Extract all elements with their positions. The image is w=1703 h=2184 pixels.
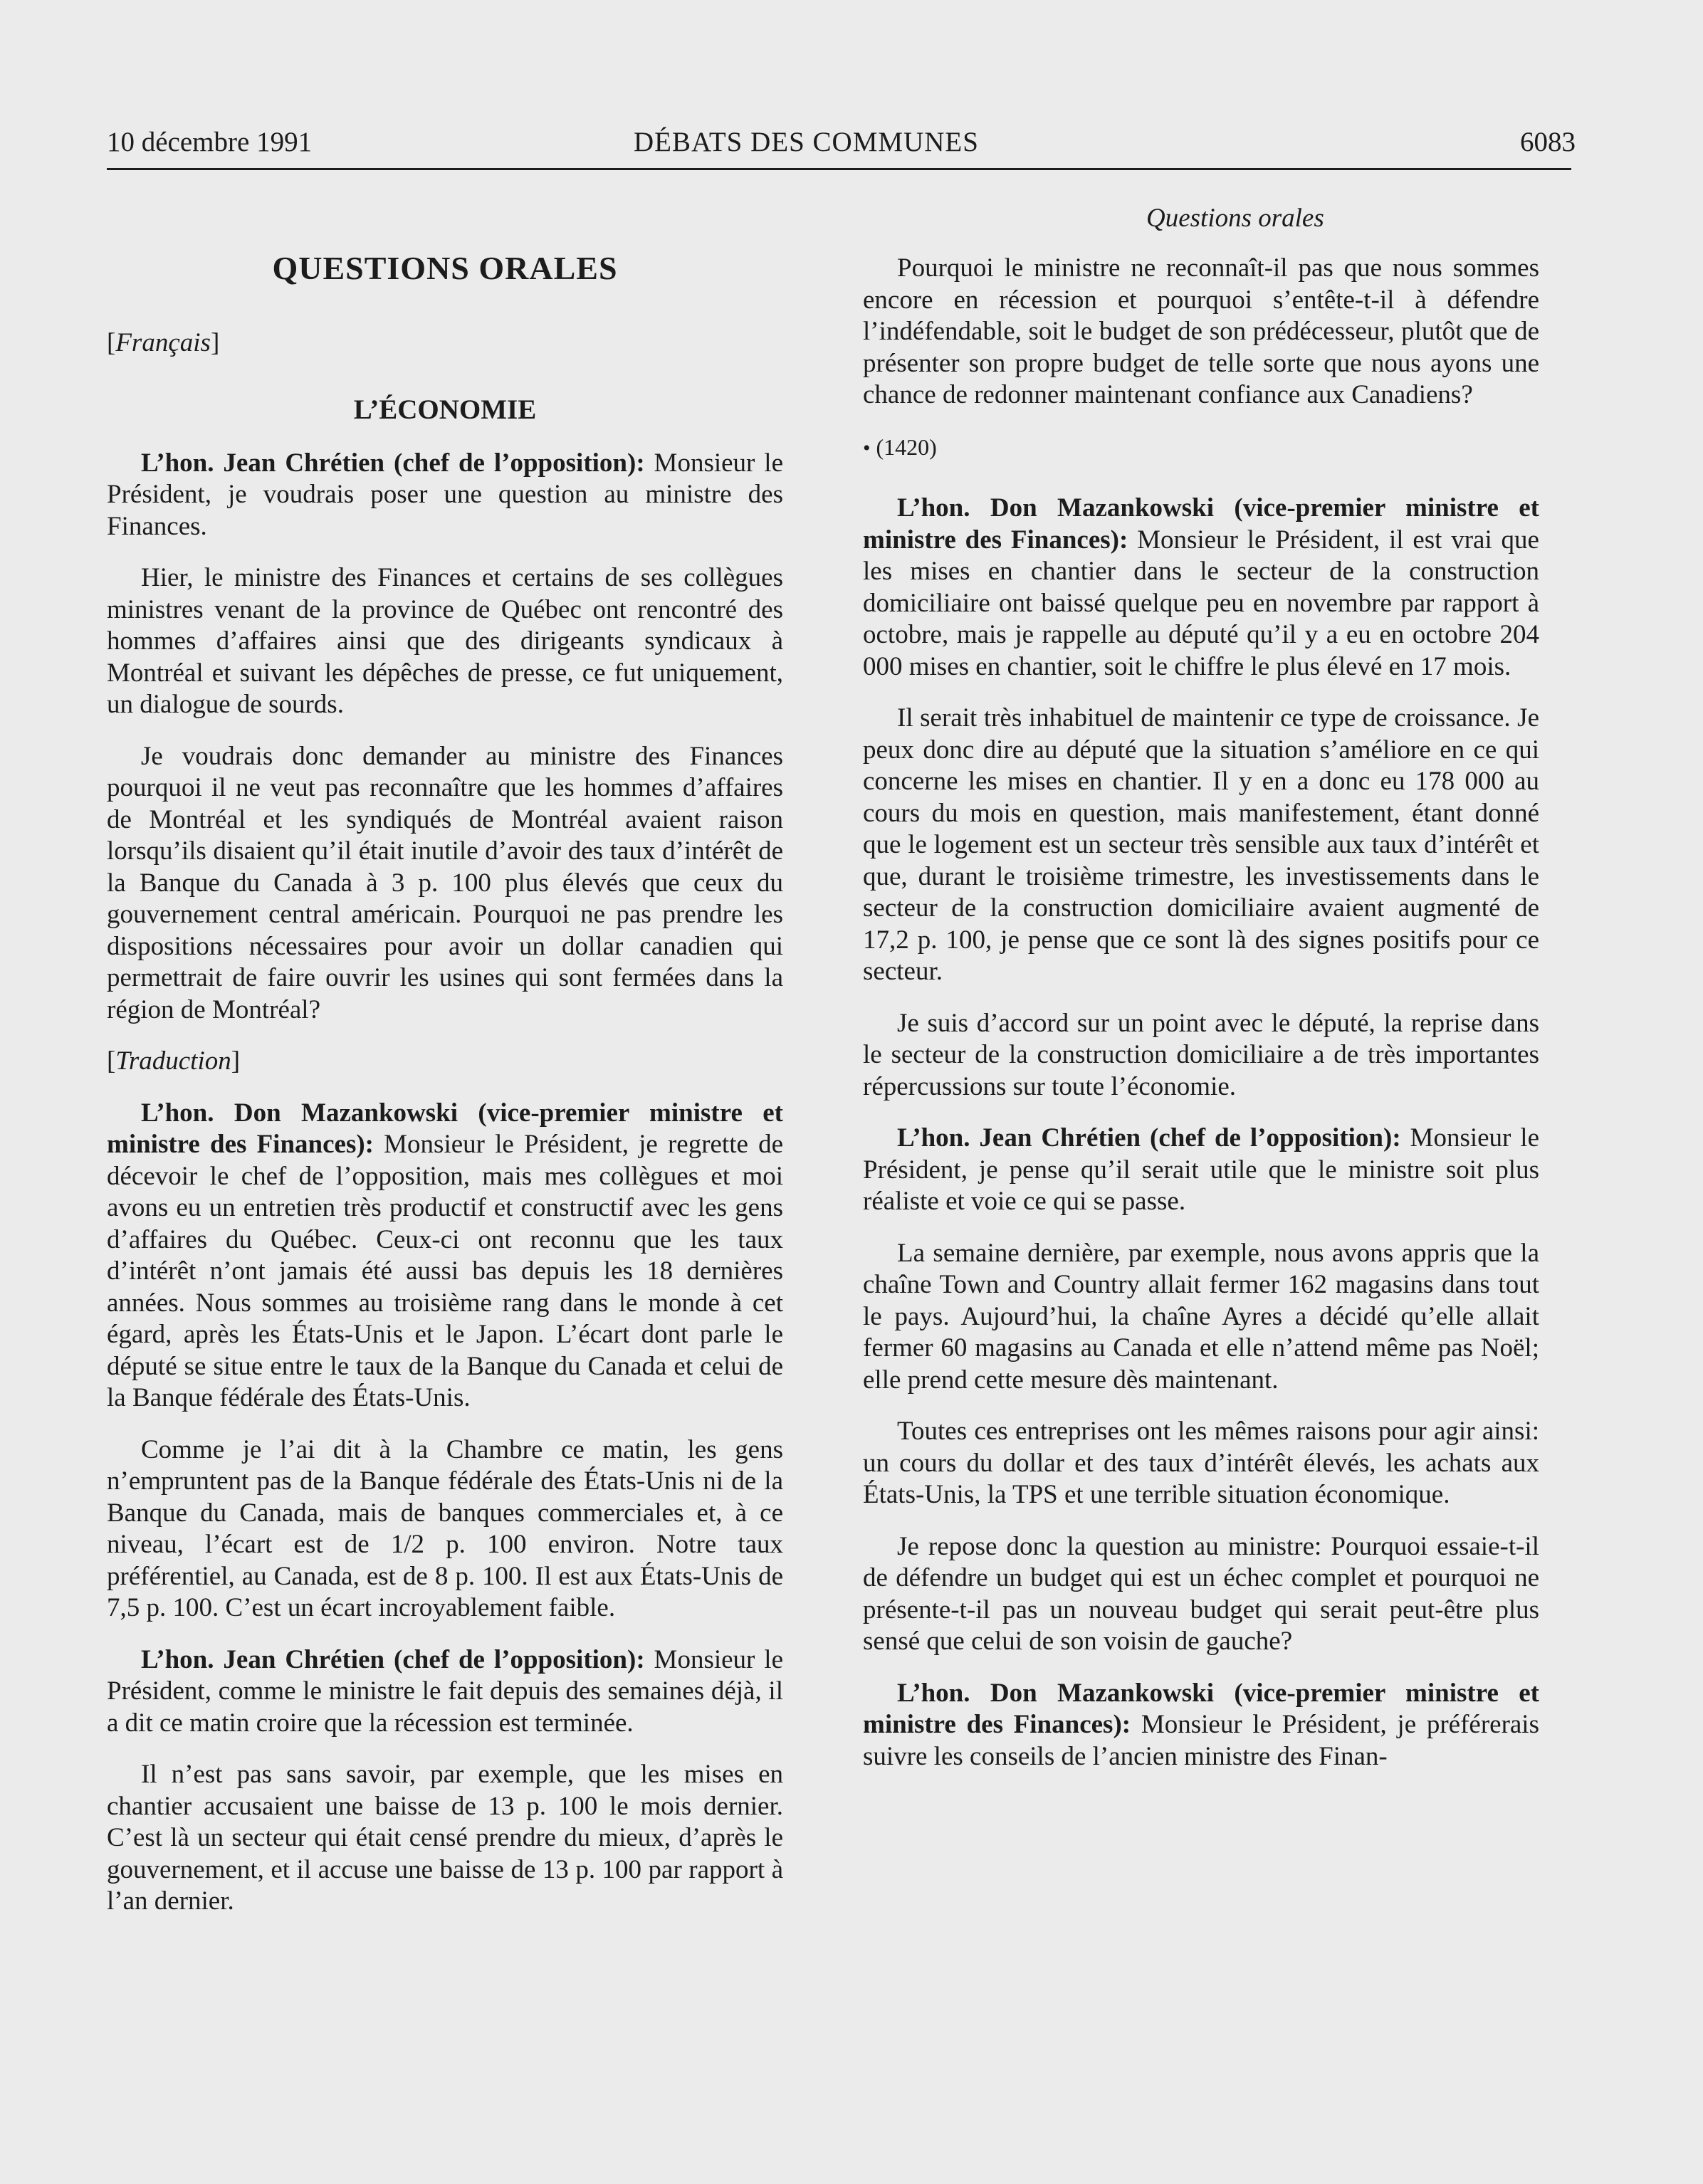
paragraph: L’hon. Don Mazankowski (vice-premier ministre et ministre des Finances): Monsieur le Président, je préférerais suivre les conseils de l’ancien ministre des Finan-	[863, 1678, 1539, 1771]
paragraph: Hier, le ministre des Finances et certains de ses collègues ministres venant de la province de Québec ont rencontré des hommes d’affaires ainsi que des dirigeants syndicaux à Montréal et suivant les dépêches de presse, ce fut uniquement, un dialogue de sourds.	[107, 563, 783, 719]
header-date: 10 décembre 1991	[107, 127, 313, 157]
header-page-number: 6083	[1520, 127, 1576, 157]
speaker-name: L’hon. Don Mazankowski (vice-premier ministre et ministre des Finances):	[107, 1098, 783, 1159]
paragraph: Je voudrais donc demander au ministre des Finances pourquoi il ne veut pas reconnaître que les hommes d’affaires de Montréal et les syndiqués de Montréal avaient raison lorsqu’ils disaient qu’il était inutile d’avoir des taux d’intérêt de la Banque du Canada à 3 p. 100 plus élevés que ceux du gouvernement central américain. Pourquoi ne pas prendre les dispositions nécessaires pour avoir un dollar canadien qui permettrait de faire ouvrir les usines qui sont fermées dans la région de Montréal?	[107, 741, 783, 1024]
section-title: QUESTIONS ORALES	[272, 250, 618, 286]
paragraph: Pourquoi le ministre ne reconnaît-il pas que nous sommes encore en récession et pourquoi s’entête-t-il à défendre l’indéfendable, soit le budget de son prédécesseur, plutôt que de présenter son propre budget de telle sorte que nous ayons une chance de redonner maintenant confiance aux Canadiens?	[863, 253, 1539, 409]
speaker-name: L’hon. Jean Chrétien (chef de l’opposition):	[141, 448, 645, 478]
paragraph: Je suis d’accord sur un point avec le député, la reprise dans le secteur de la construction domiciliaire a de très importantes répercussions sur toute l’économie.	[863, 1008, 1539, 1101]
paragraph: Il n’est pas sans savoir, par exemple, que les mises en chantier accusaient une baisse de 13 p. 100 le mois dernier. C’est là un secteur qui était censé prendre du mieux, d’après le gouvernement, et il accuse une baisse de 13 p. 100 par rapport à l’an dernier.	[107, 1760, 783, 1916]
speaker-name: L’hon. Jean Chrétien (chef de l’opposition):	[897, 1123, 1401, 1153]
running-subtitle: Questions orales	[1146, 204, 1324, 233]
language-note-traduction: [Traduction]	[107, 1046, 241, 1076]
time-marker: • (1420)	[863, 434, 937, 460]
paragraph: Je repose donc la question au ministre: Pourquoi essaie-t-il de défendre un budget qui est un échec complet et pourquoi ne présente-t-il pas un nouveau budget qui serait peut-être plus sensé que celui de son voisin de gauche?	[863, 1531, 1539, 1656]
paragraph: La semaine dernière, par exemple, nous avons appris que la chaîne Town and Country allait fermer 162 magasins dans tout le pays. Aujourd’hui, la chaîne Ayres a décidé qu’elle allait fermer 60 magasins au Canada et elle n’attend même pas Noël; elle prend cette mesure dès maintenant.	[863, 1238, 1539, 1395]
right-column	[863, 253, 1539, 1792]
speaker-name: L’hon. Don Mazankowski (vice-premier ministre et ministre des Finances):	[863, 1678, 1539, 1739]
header-title: DÉBATS DES COMMUNES	[634, 127, 979, 157]
paragraph: L’hon. Jean Chrétien (chef de l’opposition): Monsieur le Président, comme le ministre le fait depuis des semaines déjà, il a dit ce matin croire que la récession est terminée.	[107, 1644, 783, 1738]
paragraph: Il serait très inhabituel de maintenir ce type de croissance. Je peux donc dire au député que la situation s’améliore en ce qui concerne les mises en chantier. Il y en a donc eu 178 000 au cours du mois en question, mais manifestement, étant donné que le logement est un secteur très sensible aux taux d’intérêt et que, durant le troisième trimestre, les investissements dans le secteur de la construction domiciliaire avaient augmenté de 17,2 p. 100, je pense que ce sont là des signes positifs pour ce secteur.	[863, 703, 1539, 986]
speaker-name: L’hon. Jean Chrétien (chef de l’opposition):	[141, 1644, 645, 1674]
paragraph: L’hon. Jean Chrétien (chef de l’opposition): Monsieur le Président, je voudrais poser une question au ministre des Finances.	[107, 448, 783, 541]
paragraph: Comme je l’ai dit à la Chambre ce matin, les gens n’empruntent pas de la Banque fédérale des États-Unis ni de la Banque du Canada, mais de banques commerciales et, à ce niveau, l’écart est de 1/2 p. 100 environ. Notre taux préférentiel, au Canada, est de 8 p. 100. Il est aux États-Unis de 7,5 p. 100. C’est un écart incroyablement faible.	[107, 1434, 783, 1622]
speaker-name: L’hon. Don Mazankowski (vice-premier ministre et ministre des Finances):	[863, 493, 1539, 555]
header-rule	[107, 168, 1571, 170]
paragraph: L’hon. Jean Chrétien (chef de l’opposition): Monsieur le Président, je pense qu’il serait utile que le ministre soit plus réaliste et voie ce qui se passe.	[863, 1123, 1539, 1216]
bullet-icon: •	[863, 436, 871, 460]
paragraph: L’hon. Don Mazankowski (vice-premier ministre et ministre des Finances): Monsieur le Président, je regrette de décevoir le chef de l’opposition, mais mes collègues et moi avons eu un entretien très productif et constructif avec les gens d’affaires du Québec. Ceux-ci ont reconnu que les taux d’intérêt n’ont jamais été aussi bas depuis les 18 dernières années. Nous sommes au troisième rang dans le monde à cet égard, après les États-Unis et le Japon. L’écart dont parle le député se situe entre le taux de la Banque du Canada et celui de la Banque fédérale des États-Unis.	[107, 1098, 783, 1412]
language-note-francais: [Français]	[107, 327, 220, 357]
subsection-title: L’ÉCONOMIE	[353, 394, 537, 425]
paragraph: L’hon. Don Mazankowski (vice-premier ministre et ministre des Finances): Monsieur le Président, il est vrai que les mises en chantier dans le secteur de la construction domiciliaire ont baissé quelque peu en novembre par rapport à octobre, mais je rappelle au député qu’il y a eu en octobre 204 000 mises en chantier, soit le chiffre le plus élevé en 17 mois.	[863, 493, 1539, 681]
paragraph: Toutes ces entreprises ont les mêmes raisons pour agir ainsi: un cours du dollar et des taux d’intérêt élevés, les achats aux États-Unis, la TPS et une terrible situation économique.	[863, 1417, 1539, 1509]
left-column	[107, 250, 783, 1938]
